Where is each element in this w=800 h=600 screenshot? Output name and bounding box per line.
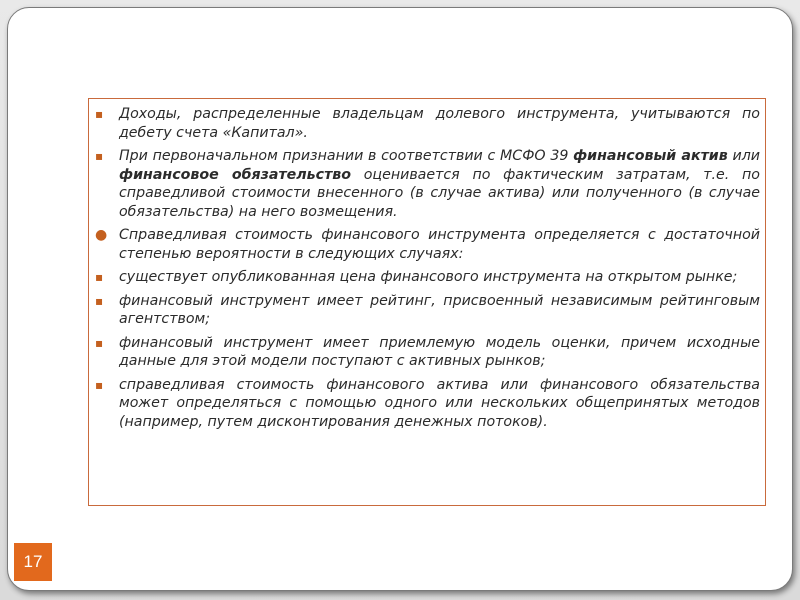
list-item [95, 105, 760, 142]
slide-card [7, 7, 793, 591]
text-run: , учитываются по дебету счета «Капитал». [119, 106, 760, 141]
bullet-dot-icon: ● [95, 227, 108, 243]
bullet-square-icon: ▪ [95, 377, 104, 392]
text-run: При первоначальном признании в соответствии с МСФО 39 [119, 148, 574, 164]
text-run: долевого инструмента [435, 106, 615, 122]
text-run: существует опубликованная цена финансового инструмента на открытом рынке; [119, 269, 738, 285]
text-run: Доходы, распределенные владельцам [119, 106, 436, 122]
list-item [95, 268, 760, 287]
list-item [95, 147, 760, 221]
text-run: или [727, 148, 760, 164]
page-number-badge: 17 [14, 543, 52, 581]
bold-term: финансовый актив [573, 148, 728, 164]
bullet-square-icon: ▪ [95, 270, 104, 284]
text-run: финансовый инструмент имеет приемлемую модель оценки, причем исходные данные для этой модели поступают с активных рынков; [119, 334, 760, 369]
text-run: оценивается по фактическим затратам, т.е. по справедливой стоимости внесенного (в случае актива) или полученного (в случае обязательства) на него возмещения. [119, 166, 760, 220]
text-run: Справедливая стоимость финансового инструмента определяется с достаточной степенью вероятности в следующих случаях: [119, 227, 760, 262]
list-item [95, 376, 760, 432]
bold-term: финансовое обязательство [119, 166, 352, 183]
bullet-square-icon: ▪ [95, 293, 104, 308]
content-box [88, 98, 766, 506]
bullet-square-icon: ▪ [95, 107, 104, 121]
text-run: финансовый инструмент имеет рейтинг, присвоенный независимым рейтинговым агентством; [119, 292, 760, 327]
list-item [95, 226, 760, 263]
list-item [95, 334, 760, 371]
text-run: справедливая стоимость финансового актива или финансового обязательства может определяться с помощью одного или нескольких общепринятых методов (например, путем дисконтирования денежных потоков). [119, 376, 760, 430]
bullet-square-icon: ▪ [95, 335, 104, 350]
bullet-square-icon: ▪ [95, 149, 104, 163]
list-item [95, 292, 760, 329]
bullet-list [95, 105, 760, 436]
